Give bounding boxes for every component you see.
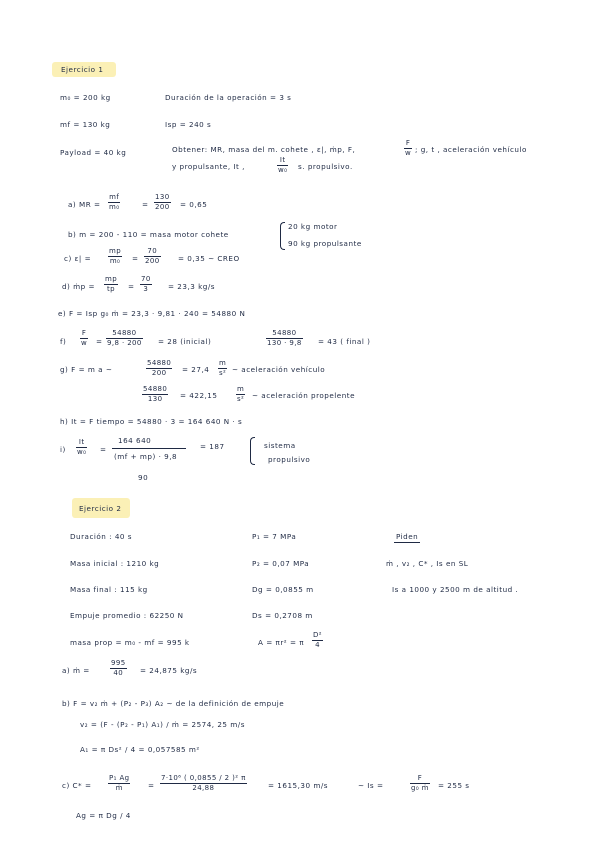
obtain-frac-den: w xyxy=(405,149,412,157)
given-isp: Isp = 240 s xyxy=(165,120,212,129)
s1-c-f2-num: 70 xyxy=(147,247,158,255)
s2-duration: Duración : 40 s xyxy=(70,532,133,541)
s1-g-u2-num: m xyxy=(237,385,245,393)
obtain-frac-num: F xyxy=(405,139,411,147)
s1-a-result: = 0,65 xyxy=(180,200,208,209)
s1-g-u1-num: m xyxy=(219,359,227,367)
s1-f-frac3 xyxy=(266,330,303,347)
s1-b-motor: 20 kg motor xyxy=(288,222,338,231)
s1-g-label: g) F = m a ~ xyxy=(60,365,113,374)
s1-d-f1-num: mp xyxy=(105,275,118,283)
s2-thrust: Empuje promedio : 62250 N xyxy=(70,611,184,620)
s1-c-eq: = xyxy=(132,254,139,263)
s2-asks-2: Is a 1000 y 2500 m de altitud . xyxy=(392,585,519,594)
s1-g-note1: ~ aceleración vehículo xyxy=(232,365,326,374)
s1-f-f2-den: 9,8 · 200 xyxy=(107,339,142,347)
s2-b-line-1: b) F = v₂ ṁ + (P₂ - P₃) A₂ ~ de la definición de empuje xyxy=(62,699,285,708)
s1-c-f2-den: 200 xyxy=(145,257,160,265)
s1-g-u2-den: s² xyxy=(237,395,245,403)
s2-c-result: = 1615,30 m/s xyxy=(268,781,328,790)
given-mf: mf = 130 kg xyxy=(60,120,111,129)
obtain-fraction xyxy=(404,140,412,157)
s2-c-f1-den: ṁ xyxy=(115,784,123,792)
s1-g-f2-den: 130 xyxy=(147,395,163,403)
s1-f-frac1 xyxy=(80,330,88,347)
s2-p2: P₂ = 0,07 MPa xyxy=(252,559,310,568)
s1-g-mid2: = 422,15 xyxy=(180,391,218,400)
s1-b-prop: 90 kg propulsante xyxy=(288,239,362,248)
s1-a-f2-num: 130 xyxy=(155,193,170,201)
s1-c-label: c) ɛ| = xyxy=(64,254,92,263)
section-title: Ejercicio 1 xyxy=(61,65,104,74)
s1-i-note1: sistema xyxy=(264,441,296,450)
s1-c-result: = 0,35 ~ CREO xyxy=(178,254,240,263)
s1-d-f1-den: tp xyxy=(107,285,116,293)
s2-a-num: 995 xyxy=(111,659,126,667)
s2-c-is-frac xyxy=(410,775,430,792)
s1-b-text: b) m = 200 - 110 = masa motor cohete xyxy=(68,230,229,239)
s1-a-label: a) MR = xyxy=(68,200,101,209)
s2-p1: P₁ = 7 MPa xyxy=(252,532,297,541)
s2-area-frac xyxy=(312,632,323,649)
s1-h-text: h) It = F tiempo = 54880 · 3 = 164 640 N · s xyxy=(60,417,243,426)
s2-ag-line: Ag = π Dg / 4 xyxy=(76,811,131,820)
s1-f-f3-num: 54880 xyxy=(272,329,297,337)
s2-c-is-num: F xyxy=(417,774,423,782)
s2-prop-mass: masa prop = m₀ - mf = 995 k xyxy=(70,638,190,647)
s2-ds: Ds = 0,2708 m xyxy=(252,611,313,620)
s2-asks-1: ṁ , v₂ , C* , Is en SL xyxy=(386,559,469,568)
s1-i-note2: propulsivo xyxy=(268,455,311,464)
section-2-title: Ejercicio 2 xyxy=(79,504,122,513)
s1-g-frac2 xyxy=(142,386,168,403)
s1-f-mid: = 28 (inicial) xyxy=(158,337,212,346)
obtain-line-2a: y propulsante, It , xyxy=(172,162,245,171)
s1-i-under: 90 xyxy=(138,473,149,482)
s1-f-eq: = xyxy=(96,337,103,346)
s2-c-label: c) C* = xyxy=(62,781,92,790)
s1-a-f1-num: mf xyxy=(109,193,120,201)
s1-g-f2-num: 54880 xyxy=(143,385,168,393)
s1-c-f1-num: mp xyxy=(109,247,122,255)
s1-a-f1-den: m₀ xyxy=(109,203,120,211)
s1-d-eq: = xyxy=(128,282,135,291)
s1-f-f3-den: 130 · 9,8 xyxy=(267,339,302,347)
s2-c-f1-num: P₁ Ag xyxy=(109,774,130,782)
s1-f-result: = 43 ( final ) xyxy=(318,337,371,346)
s2-initial-mass: Masa inicial : 1210 kg xyxy=(70,559,160,568)
s1-i-eq: = xyxy=(100,445,107,454)
s1-f-f2-num: 54880 xyxy=(112,329,137,337)
s2-area-num: D² xyxy=(313,631,322,639)
obtain-line-1a: Obtener: MR, masa del m. cohete , ɛ|, ṁp, F, xyxy=(172,145,356,154)
s1-d-frac1 xyxy=(104,276,118,293)
s2-c-eq: = xyxy=(148,781,155,790)
s2-c-is-result: = 255 s xyxy=(438,781,470,790)
s2-c-frac2 xyxy=(160,775,247,792)
s2-c-note: ~ Is = xyxy=(358,781,384,790)
s1-d-f2-num: 70 xyxy=(141,275,151,283)
s1-i-f1-num: It xyxy=(78,438,85,446)
s1-f-label: f) xyxy=(60,337,67,346)
s1-g-f1-den: 200 xyxy=(151,369,167,377)
s1-e-text: e) F = Isp g₀ ṁ = 23,3 · 9,81 · 240 = 54880 N xyxy=(58,309,246,318)
s1-d-f2-den: 3 xyxy=(143,285,149,293)
s2-b-line-2: v₂ = (F - (P₂ - P₁) A₁) / ṁ = 2574, 25 m/s xyxy=(80,720,245,729)
s2-c-is-den: g₀ ṁ xyxy=(411,784,429,792)
s1-c-f1-den: m₀ xyxy=(109,257,121,265)
s2-b-line-3: A₁ = π Ds² / 4 = 0,057585 m² xyxy=(80,745,200,754)
obtain-it-num: It xyxy=(279,156,286,164)
s2-a-den: 40 xyxy=(113,669,124,677)
s1-i-bar xyxy=(112,448,186,449)
s2-c-f2-den: 24,88 xyxy=(192,784,215,792)
s1-a-eq: = xyxy=(142,200,149,209)
obtain-it-den: w₀ xyxy=(278,166,288,174)
s2-piden-underline xyxy=(394,542,420,543)
s1-d-result: = 23,3 kg/s xyxy=(168,282,215,291)
s1-g-frac1 xyxy=(146,360,172,377)
s2-a-result: = 24,875 kg/s xyxy=(140,666,198,675)
s1-d-label: d) ṁp = xyxy=(62,282,96,291)
s2-area: A = πr² = π xyxy=(258,638,305,647)
s1-g-unit2 xyxy=(236,386,245,403)
s1-f-f1-den: w xyxy=(81,339,88,347)
s2-c-f2-num: 7·10⁶ ( 0,0855 / 2 )² π xyxy=(161,774,246,782)
s2-a-frac xyxy=(110,660,127,677)
obtain-line-1b: ; g, t , aceleración vehículo xyxy=(415,145,527,154)
s1-a-frac2 xyxy=(154,194,171,211)
s2-c-frac1 xyxy=(108,775,130,792)
s2-area-den: 4 xyxy=(315,641,320,649)
s1-f-f1-num: F xyxy=(81,329,87,337)
s1-c-frac1 xyxy=(108,248,122,265)
s1-b-brace xyxy=(280,222,285,250)
s2-final-mass: Masa final : 115 kg xyxy=(70,585,148,594)
obtain-line-2b: s. propulsivo. xyxy=(298,162,353,171)
s1-f-frac2 xyxy=(106,330,143,347)
given-m0: m₀ = 200 kg xyxy=(60,93,111,102)
s1-i-num: 164 640 xyxy=(118,436,152,445)
s1-i-brace xyxy=(250,437,255,465)
s1-i-label: i) xyxy=(60,445,66,454)
s1-i-f1-den: w₀ xyxy=(77,448,87,456)
s1-a-f2-den: 200 xyxy=(155,203,170,211)
given-payload: Payload = 40 kg xyxy=(60,148,127,157)
s1-g-u1-den: s² xyxy=(219,369,227,377)
s2-a-label: a) ṁ = xyxy=(62,666,90,675)
s1-i-result: = 187 xyxy=(200,442,225,451)
s1-g-unit1 xyxy=(218,360,227,377)
s1-c-frac2 xyxy=(144,248,161,265)
s1-g-note2: ~ aceleración propelente xyxy=(252,391,356,400)
s1-i-frac1 xyxy=(76,439,87,456)
obtain-it-fraction xyxy=(277,157,288,174)
s1-g-f1-num: 54880 xyxy=(147,359,172,367)
s2-piden: Piden xyxy=(396,532,419,541)
s2-dg: Dg = 0,0855 m xyxy=(252,585,314,594)
s1-i-den: (mf + mp) · 9,8 xyxy=(114,452,178,461)
s1-a-frac1 xyxy=(108,194,120,211)
given-duration: Duración de la operación = 3 s xyxy=(165,93,292,102)
s1-d-frac2 xyxy=(140,276,152,293)
s1-g-mid1: = 27,4 xyxy=(182,365,210,374)
